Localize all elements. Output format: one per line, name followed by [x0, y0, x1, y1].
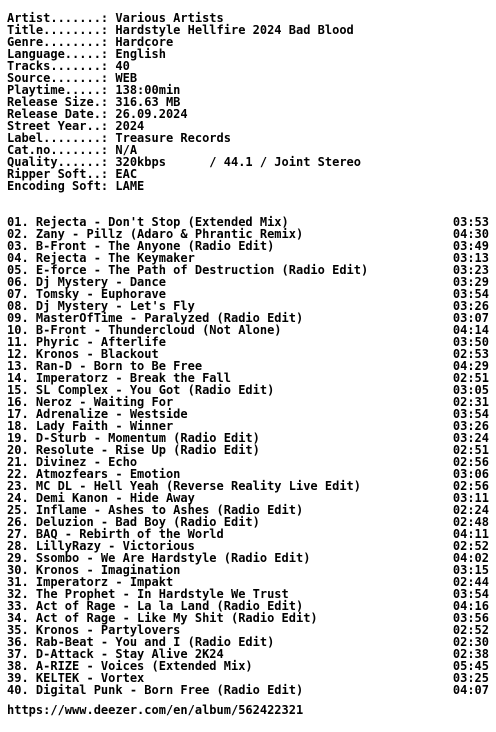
track-duration: 03:26: [452, 419, 489, 433]
track-title: 16. Neroz - Waiting For: [7, 395, 174, 409]
track-title: 07. Tomsky - Euphorave: [7, 287, 166, 301]
track-duration: 03:05: [452, 383, 489, 397]
track-title: 26. Deluzion - Bad Boy (Radio Edit): [7, 515, 260, 529]
track-duration: 03:50: [452, 335, 489, 349]
track-title: 27. BAQ - Rebirth of the World: [7, 527, 224, 541]
track-duration: 03:07: [452, 311, 489, 325]
track-title: 17. Adrenalize - Westside: [7, 407, 188, 421]
track-duration: 04:11: [452, 527, 489, 541]
track-title: 05. E-force - The Path of Destruction (Radio Edit): [7, 263, 369, 277]
info-line: Quality......: 320kbps / 44.1 / Joint Stereo: [7, 155, 362, 169]
track-title: 32. The Prophet - In Hardstyle We Trust: [7, 587, 289, 601]
track-duration: 03:25: [452, 671, 489, 685]
track-title: 15. SL Complex - You Got (Radio Edit): [7, 383, 275, 397]
track-duration: 02:38: [452, 647, 489, 661]
track-duration: 02:56: [452, 479, 489, 493]
track-title: 02. Zany - Pillz (Adaro & Phrantic Remix): [7, 227, 304, 241]
track-title: 19. D-Sturb - Momentum (Radio Edit): [7, 431, 260, 445]
info-line: Tracks.......: 40: [7, 59, 130, 73]
info-line: Artist.......: Various Artists: [7, 11, 224, 25]
info-line: Source.......: WEB: [7, 71, 138, 85]
track-duration: 04:02: [452, 551, 489, 565]
track-duration: 03:15: [452, 563, 489, 577]
info-line: Ripper Soft..: EAC: [7, 167, 138, 181]
track-duration: 03:24: [452, 431, 489, 445]
track-title: 09. MasterOfTime - Paralyzed (Radio Edit): [7, 311, 304, 325]
track-duration: 03:06: [452, 467, 489, 481]
source-url[interactable]: https://www.deezer.com/en/album/562422321: [7, 703, 304, 717]
track-duration: 03:56: [452, 611, 489, 625]
track-title: 21. Divinez - Echo: [7, 455, 138, 469]
track-duration: 03:29: [452, 275, 489, 289]
track-title: 12. Kronos - Blackout: [7, 347, 159, 361]
track-title: 25. Inflame - Ashes to Ashes (Radio Edit): [7, 503, 304, 517]
track-title: 30. Kronos - Imagination: [7, 563, 181, 577]
track-title: 37. D-Attack - Stay Alive 2K24: [7, 647, 224, 661]
info-line: Label........: Treasure Records: [7, 131, 231, 145]
track-duration: 02:48: [452, 515, 489, 529]
track-duration: 04:07: [452, 683, 489, 697]
info-line: Street Year..: 2024: [7, 119, 145, 133]
info-line: Playtime.....: 138:00min: [7, 83, 181, 97]
track-title: 18. Lady Faith - Winner: [7, 419, 174, 433]
track-duration: 03:23: [452, 263, 489, 277]
info-line: Genre........: Hardcore: [7, 35, 174, 49]
track-duration: 03:49: [452, 239, 489, 253]
track-title: 13. Ran-D - Born to Be Free: [7, 359, 203, 373]
release-info-document: [7, 12, 489, 716]
track-title: 23. MC DL - Hell Yeah (Reverse Reality Live Edit): [7, 479, 362, 493]
track-title: 34. Act of Rage - Like My Shit (Radio Edit): [7, 611, 318, 625]
track-title: 22. Atmozfears - Emotion: [7, 467, 181, 481]
track-title: 39. KELTEK - Vortex: [7, 671, 145, 685]
track-duration: 02:52: [452, 539, 489, 553]
track-duration: 04:16: [452, 599, 489, 613]
track-title: 36. Rab-Beat - You and I (Radio Edit): [7, 635, 275, 649]
track-title: 01. Rejecta - Don't Stop (Extended Mix): [7, 215, 289, 229]
track-title: 11. Phyric - Afterlife: [7, 335, 166, 349]
track-duration: 02:44: [452, 575, 489, 589]
track-title: 40. Digital Punk - Born Free (Radio Edit): [7, 683, 304, 697]
release-info-block: [7, 12, 489, 192]
track-title: 24. Demi Kanon - Hide Away: [7, 491, 195, 505]
track-title: 04. Rejecta - The Keymaker: [7, 251, 195, 265]
track-duration: 04:14: [452, 323, 489, 337]
info-line: Encoding Soft: LAME: [7, 179, 145, 193]
track-row: [7, 684, 489, 696]
track-title: 35. Kronos - Partylovers: [7, 623, 181, 637]
track-duration: 03:13: [452, 251, 489, 265]
info-line: Cat.no.......: N/A: [7, 143, 138, 157]
track-duration: 02:51: [452, 371, 489, 385]
track-title: 06. Dj Mystery - Dance: [7, 275, 166, 289]
track-duration: 03:11: [452, 491, 489, 505]
tracklist: [7, 216, 489, 696]
track-title: 38. A-RIZE - Voices (Extended Mix): [7, 659, 253, 673]
track-duration: 02:31: [452, 395, 489, 409]
track-duration: 04:30: [452, 227, 489, 241]
track-duration: 02:56: [452, 455, 489, 469]
track-duration: 05:45: [452, 659, 489, 673]
info-line: Language.....: English: [7, 47, 166, 61]
track-title: 10. B-Front - Thundercloud (Not Alone): [7, 323, 282, 337]
track-title: 14. Imperatorz - Break the Fall: [7, 371, 231, 385]
info-line: Title........: Hardstyle Hellfire 2024 Bad Blood: [7, 23, 354, 37]
track-title: 08. Dj Mystery - Let's Fly: [7, 299, 195, 313]
track-duration: 02:52: [452, 623, 489, 637]
track-title: 03. B-Front - The Anyone (Radio Edit): [7, 239, 275, 253]
track-title: 28. LillyRazy - Victorious: [7, 539, 195, 553]
track-title: 31. Imperatorz - Impakt: [7, 575, 174, 589]
track-duration: 03:26: [452, 299, 489, 313]
info-line: Release Date.: 26.09.2024: [7, 107, 188, 121]
track-duration: 03:54: [452, 587, 489, 601]
info-line: Release Size.: 316.63 MB: [7, 95, 181, 109]
track-title: 33. Act of Rage - La la Land (Radio Edit): [7, 599, 304, 613]
track-title: 20. Resolute - Rise Up (Radio Edit): [7, 443, 260, 457]
track-duration: 04:29: [452, 359, 489, 373]
track-duration: 03:54: [452, 407, 489, 421]
track-duration: 02:30: [452, 635, 489, 649]
track-title: 29. Ssombo - We Are Hardstyle (Radio Edit): [7, 551, 311, 565]
track-duration: 02:24: [452, 503, 489, 517]
track-duration: 02:51: [452, 443, 489, 457]
section-spacer: [7, 192, 489, 216]
track-duration: 02:53: [452, 347, 489, 361]
track-duration: 03:53: [452, 215, 489, 229]
track-duration: 03:54: [452, 287, 489, 301]
